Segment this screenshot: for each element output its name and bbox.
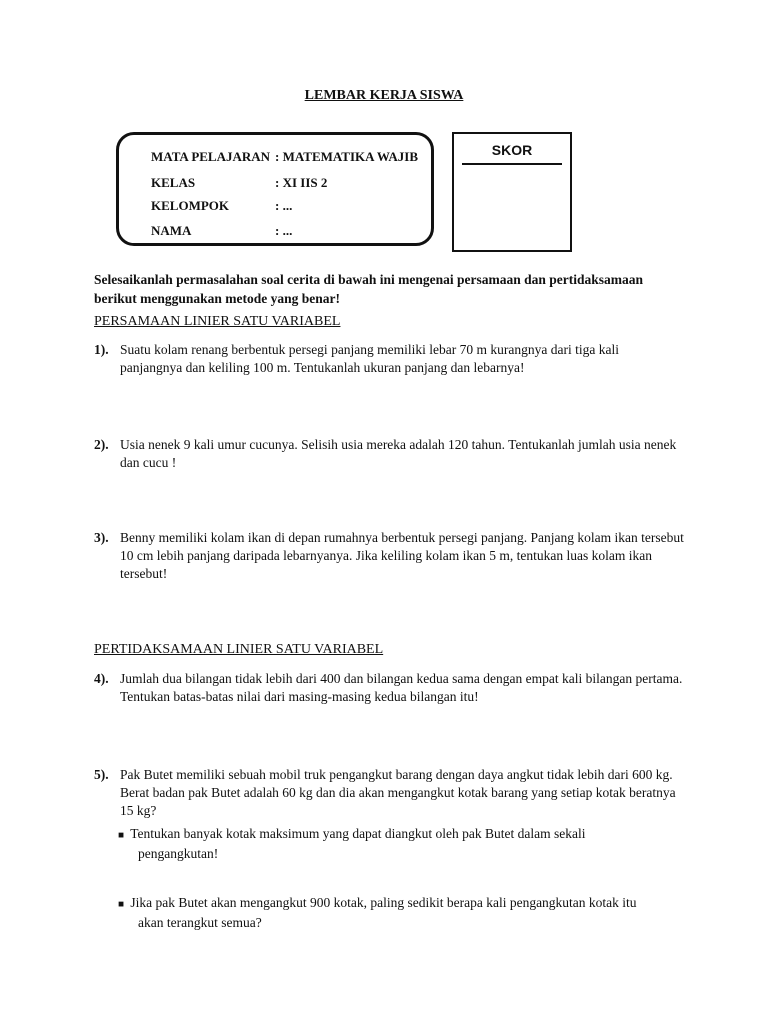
question-text: Jumlah dua bilangan tidak lebih dari 400 dan bilangan kedua sama dengan empat kali bilangan pertama. Tentukan batas-batas nilai dari masing-masing kedua bilangan itu! [120, 671, 683, 704]
question-2 [94, 436, 684, 472]
sub-question-text: Tentukan banyak kotak maksimum yang dapat diangkut oleh pak Butet dalam sekali [130, 826, 586, 841]
student-info-box [116, 132, 434, 246]
section-heading-equations: PERSAMAAN LINIER SATU VARIABEL [94, 314, 341, 329]
info-label: MATA PELAJARAN [151, 149, 271, 164]
sub-question-text-continued: pengangkutan! [138, 846, 219, 861]
info-row-group [151, 198, 292, 214]
question-number: 2). [94, 437, 109, 452]
instructions: Selesaikanlah permasalahan soal cerita di bawah ini mengenai persamaan dan pertidaksamaan berikut menggunakan metode yang benar! [94, 272, 644, 306]
section-heading-inequalities: PERTIDAKSAMAAN LINIER SATU VARIABEL [94, 642, 384, 657]
info-row-class [151, 175, 327, 191]
score-box [452, 132, 572, 252]
score-label: SKOR [491, 142, 533, 158]
question-text: Suatu kolam renang berbentuk persegi panjang memiliki lebar 70 m kurangnya dari tiga kali panjangnya dan keliling 100 m. Tentukanlah ukuran panjang dan lebarnya! [120, 342, 619, 375]
sub-question-2 [118, 894, 678, 932]
question-number: 4). [94, 671, 109, 686]
question-number: 1). [94, 342, 109, 357]
info-label: KELOMPOK [151, 198, 229, 213]
info-row-name [151, 223, 292, 239]
info-value: : XI IIS 2 [275, 175, 328, 190]
page-title: LEMBAR KERJA SISWA [304, 88, 464, 103]
info-label: KELAS [151, 175, 196, 190]
question-5 [94, 766, 684, 820]
question-text: Usia nenek 9 kali umur cucunya. Selisih usia mereka adalah 120 tahun. Tentukanlah jumlah usia nenek dan cucu ! [120, 437, 677, 470]
bullet-square-icon: ■ [118, 899, 125, 910]
info-value: : MATEMATIKA WAJIB [275, 149, 419, 164]
question-1 [94, 341, 684, 377]
question-text: Pak Butet memiliki sebuah mobil truk pengangkut barang dengan daya angkut tidak lebih dari 600 kg. Berat badan pak Butet adalah 60 kg dan dia akan mengangkut kotak barang yang setiap kotak beratnya 15 kg? [120, 767, 676, 818]
info-value: : ... [275, 198, 293, 213]
info-row-subject [151, 149, 418, 165]
question-number: 3). [94, 530, 109, 545]
question-text: Benny memiliki kolam ikan di depan rumahnya berbentuk persegi panjang. Panjang kolam ikan tersebut 10 cm lebih panjang daripada lebarnyanya. Jika keliling kolam ikan 5 m, tentukan luas kolam ikan tersebut! [120, 530, 684, 581]
sub-question-text: Jika pak Butet akan mengangkut 900 kotak, paling sedikit berapa kali pengangkutan kotak itu [130, 895, 637, 910]
info-value: : ... [275, 223, 293, 238]
sub-question-1 [118, 825, 678, 863]
sub-question-text-continued: akan terangkut semua? [138, 915, 262, 930]
score-divider [462, 163, 562, 165]
question-3 [94, 529, 684, 583]
info-label: NAMA [151, 223, 192, 238]
question-4 [94, 670, 684, 706]
question-number: 5). [94, 767, 109, 782]
bullet-square-icon: ■ [118, 830, 125, 841]
